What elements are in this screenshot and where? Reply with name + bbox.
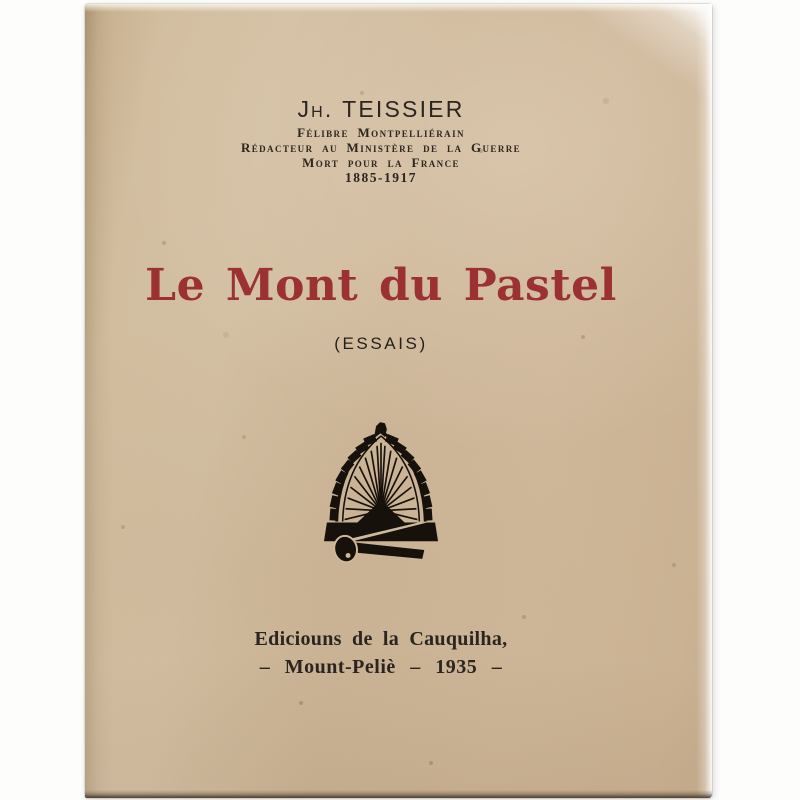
author-life-dates: 1885-1917 [345, 170, 417, 185]
publisher-imprint: Ediciouns de la Cauquilha, [254, 628, 508, 650]
author-name [85, 96, 677, 123]
author-memorial-line: Mort pour la France [302, 155, 460, 170]
book-title: Le Mont du Pastel [145, 260, 617, 311]
author-title-line: Félibre Montpelliérain [297, 125, 465, 140]
plastic-sleeve-glare [696, 4, 712, 798]
cover-bottom-shadow [85, 790, 712, 798]
publisher-place-year: – Mount-Peliè – 1935 – [259, 656, 503, 678]
author-name-prefix: Jh. [297, 96, 334, 122]
book-subtitle: (ESSAIS) [334, 334, 428, 353]
book-cover [85, 4, 712, 798]
author-occupation-line: Rédacteur au Ministère de la Guerre [240, 140, 522, 155]
cauquilha-shell-hammer-emblem-icon [322, 420, 440, 568]
author-surname: TEISSIER [342, 96, 465, 122]
publisher-emblem-area [85, 420, 677, 573]
paper-speckles [85, 4, 87, 6]
